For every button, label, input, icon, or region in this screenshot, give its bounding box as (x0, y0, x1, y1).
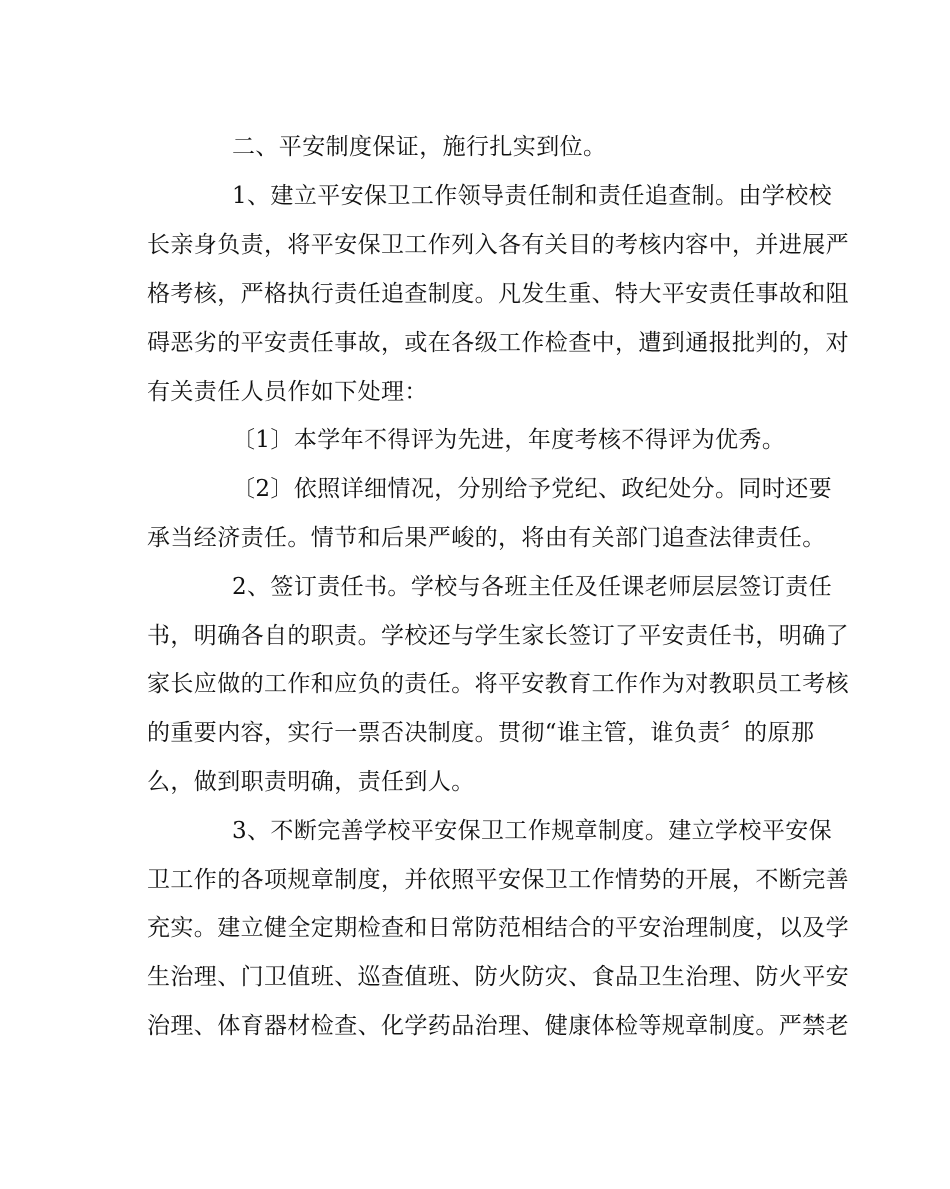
paragraph-line: 3、不断完善学校平安保卫工作规章制度。建立学校平安保 (232, 818, 833, 844)
paragraph-line: 充实。建立健全定期检查和日常防范相结合的平安治理制度，以及学 (147, 915, 849, 941)
list-item: 〔1〕本学年不得评为先进，年度考核不得评为优秀。 (232, 427, 786, 453)
paragraph-line: 格考核，严格执行责任追查制度。凡发生重、特大平安责任事故和阻 (147, 281, 849, 307)
paragraph-line: 承当经济责任。情节和后果严峻的，将由有关部门追查法律责任。 (147, 525, 826, 551)
paragraph-line: 的重要内容，实行一票否决制度。贯彻“谁主管，谁负责〞的原那 (147, 720, 815, 746)
section-heading: 二、平安制度保证，施行扎实到位。 (232, 134, 607, 160)
paragraph-line: 么，做到职责明确，责任到人。 (147, 769, 475, 795)
paragraph-line: 2、签订责任书。学校与各班主任及任课老师层层签订责任 (232, 574, 833, 600)
paragraph-line: 家长应做的工作和应负的责任。将平安教育工作作为对教职员工考核 (147, 671, 849, 697)
paragraph-line: 碍恶劣的平安责任事故，或在各级工作检查中，遭到通报批判的，对 (147, 330, 849, 356)
paragraph-line: 长亲身负责，将平安保卫工作列入各有关目的考核内容中，并进展严 (147, 232, 849, 258)
paragraph-line: 书，明确各自的职责。学校还与学生家长签订了平安责任书，明确了 (147, 623, 849, 649)
paragraph-line: 治理、体育器材检查、化学药品治理、健康体检等规章制度。严禁老 (147, 1013, 849, 1039)
paragraph-line: 卫工作的各项规章制度，并依照平安保卫工作情势的开展，不断完善 (147, 867, 849, 893)
paragraph-line: 1、建立平安保卫工作领导责任制和责任追查制。由学校校 (232, 183, 833, 209)
paragraph-line: 有关责任人员作如下处理： (147, 379, 428, 405)
list-item: 〔2〕依照详细情况，分别给予党纪、政纪处分。同时还要 (232, 476, 833, 502)
paragraph-line: 生治理、门卫值班、巡查值班、防火防灾、食品卫生治理、防火平安 (147, 964, 849, 990)
